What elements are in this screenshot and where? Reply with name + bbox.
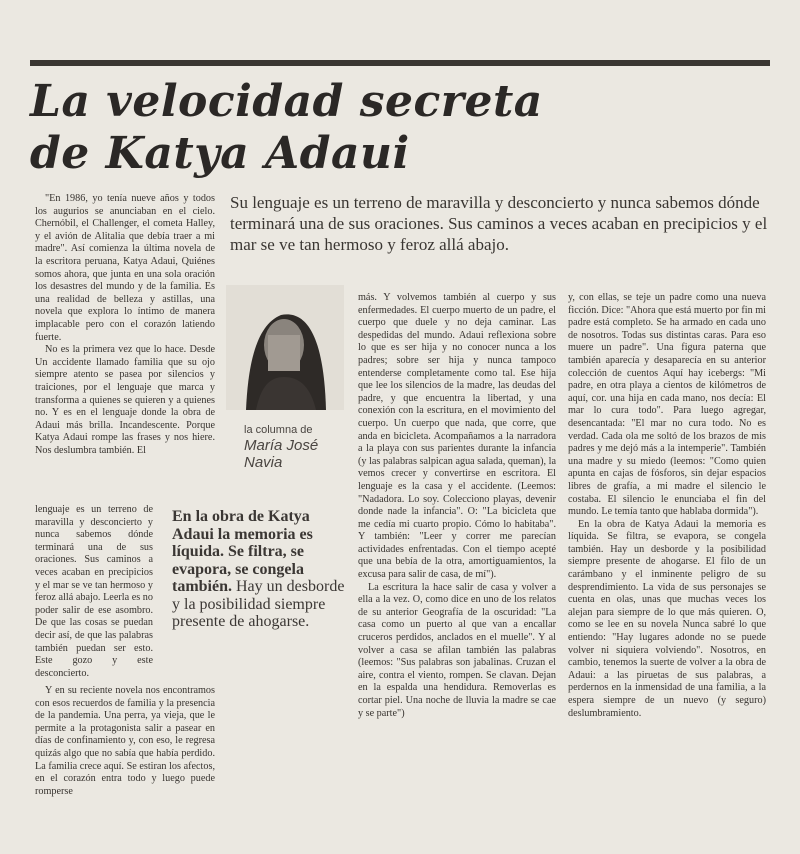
col3-paragraph-2: En la obra de Katya Adaui la memoria es líquida. Se filtra, se evapora, se congela también. Hay un desborde y la posibilidad siempre presente de ahogarse. El filo de un carámbano y el inminente peligro de su desprendimiento. La vida de sus personajes se cuenta en olas, unas que muchas veces los alejan para siempre de lo que más quieren. O, como se lee en su novela Nunca sabré lo que entiendo: "Hay lugares adonde no se puede volver ni siquiera volviendo". Nosotros, en cambio, tenemos la suerte de volver a la obra de Adaui: a las piruetas de sus palabras, a perdernos en la inmensidad de una familia, a la espera siempre de un nuevo (y seguro) deslumbramiento. [568,518,766,719]
deck-subheading: Su lenguaje es un terreno de maravilla y desconcierto y nunca sabemos dónde terminará una de sus oraciones. Sus caminos a veces acaban en precipicios y el mar se ve tan hermoso y feroz allá abajo. [230,193,768,254]
column-1-bottom [35,685,215,798]
column-3 [568,292,766,720]
byline-caption [244,423,364,471]
col2-paragraph-1: más. Y volvemos también al cuerpo y sus enfermedades. El cuerpo muerto de un padre, el cuerpo que duele y no deja caminar. Las despedidas del mundo. Adaui reflexiona sobre lo que es ser hija y no conocer nunca a los padres; sobre ser hija y nunca tampoco entenderse completamente como tal. Ese hija que lee los silencios de la madre, las deudas del padre, y que encuentra la libertad, y una conexión con la escritura, en el movimiento del cuerpo. Un cuerpo que nada, que corre, que anda en bicicleta. Acompañamos a la narradora a la playa con sus parientes durante la infancia (y las palabras salpican agua salada, queman), la vemos crecer y convertirse en escritora. El lenguaje es la casa y el accidente. (Leemos: "Nadadora. Lo soy. Colecciono playas, devenir donde nade la infancia". O: "La bicicleta que me cedía mi cuarto propio. Cómo lo habitaba". Y también: "Leer y correr me parecían actividades enfrentadas. Con el tiempo acepté que una bebía de la otra, amortiguamientos, la excusa para salir de casa, de mí"). [358,292,556,581]
col2-paragraph-2: La escritura la hace salir de casa y volver a ella a la vez. O, como dice en uno de los relatos de su anterior Geografía de la oscuridad: "La casa como un puerto al que van a encallar cruceros perdidos, anclados en el muelle". Y al volver a casa se afilan también las palabras (leemos: "Sus palabras son jabalinas. Cruzan el aire, contra el viento, rompen. Se clavan. Dejan en la espalda una hendidura. Removerlas es cortar piel. Una noche de lluvia la madre se cae y se parte") [358,581,556,719]
col1-paragraph-2: No es la primera vez que lo hace. Desde Un accidente llamado familia que su ojo siempre atento se pasea por silencios y traiciones, por el lenguaje que marca y transforma a quienes se quieren y a quienes no. Y es en el lenguaje donde la obra de Adaui más brilla. Incandescente. Porque Katya Adaui rompe las frases y nos hiere. Nos deslumbra también. El [35,344,215,456]
byline-intro: la columna de [244,424,313,436]
col3-paragraph-1: y, con ellas, se teje un padre como una nueva ficción. Dice: "Ahora que está muerto por fin mi padre está completo. Se ha armado en cada uno de nosotros. Todas sus distintas caras. Para eso muere un padre". Una figura paterna que también aparecía y desaparecía en su anterior colección de cuentos Aquí hay icebergs: "Mi padre, en otra playa a cientos de kilómetros de aquí, cor. una hija en cada mano, nos decía: El mar lo cura todo". Para luego agregar, desencantada: "El mar no cura todo. No es verdad. Cada ola me soltó de los brazos de mis padres y me dejó más a la intemperie". También una madre y su miedo (leemos: "Como quien apunta en cajas de fósforos, sin dejar espacios libres de grafía, a mi madre el silencio le costaba. El silencio le enunciaba el fin del mundo. Le temía tanto que hablaba dormida"). [568,292,766,518]
column-2 [358,292,556,720]
col1-paragraph-1: "En 1986, yo tenía nueve años y todos los augurios se anunciaban en el cielo. Chernóbil, el Challenger, el cometa Halley, y el avión de Alitalia que debía traer a mi madre". Así comienza la última novela de la escritora peruana, Katya Adaui, Quiénes somos ahora, que junta en una sola oración los desastres del mundo y de la familia. Es una realidad de belleza y astillas, una novela que explora lo íntimo de manera implacable pero con el corazón latiendo fuerte. [35,193,215,343]
top-rule [30,60,770,66]
column-1-middle [35,504,153,680]
pull-quote-regular: Hay un desborde y la posibilidad siempre presente de ahogarse. [172,578,345,630]
pull-quote-bold: En la obra de Katya Adaui la memoria es líquida. Se filtra, se evapora, se congela también. [172,508,313,595]
col1-paragraph-4: Y en su reciente novela nos encontramos con esos recuerdos de familia y la presencia de la pandemia. Una perra, ya vieja, que le permite a la protagonista salir a pasear en días de confinamiento y, con eso, le regresa quizás algo que no sabía que había perdido. La familia crece aquí. Se estiran los afectos, en el corazón entra todo y luego puede romperse [35,685,215,797]
headline-line-2: de Katya Adaui [30,128,410,179]
pull-quote [172,508,352,631]
portrait-photo-icon [226,285,344,410]
author-name-line-2: Navia [244,454,283,471]
headline [30,76,590,180]
col1-paragraph-3: lenguaje es un terreno de maravilla y desconcierto y nunca sabemos dónde terminará una de sus oraciones. Sus caminos a veces acaban en precipicios y el mar se ve tan hermoso y feroz allá abajo. Leerla es no poder salir de ese asombro. De que las cosas se puedan decir así, de que las palabras también puedan ser esto. Este gozo y este desconcierto. [35,504,153,679]
author-name-line-1: María José [244,437,319,454]
column-1-top [35,193,215,457]
headline-line-1: La velocidad secreta [30,76,543,127]
author-photo [226,285,344,410]
